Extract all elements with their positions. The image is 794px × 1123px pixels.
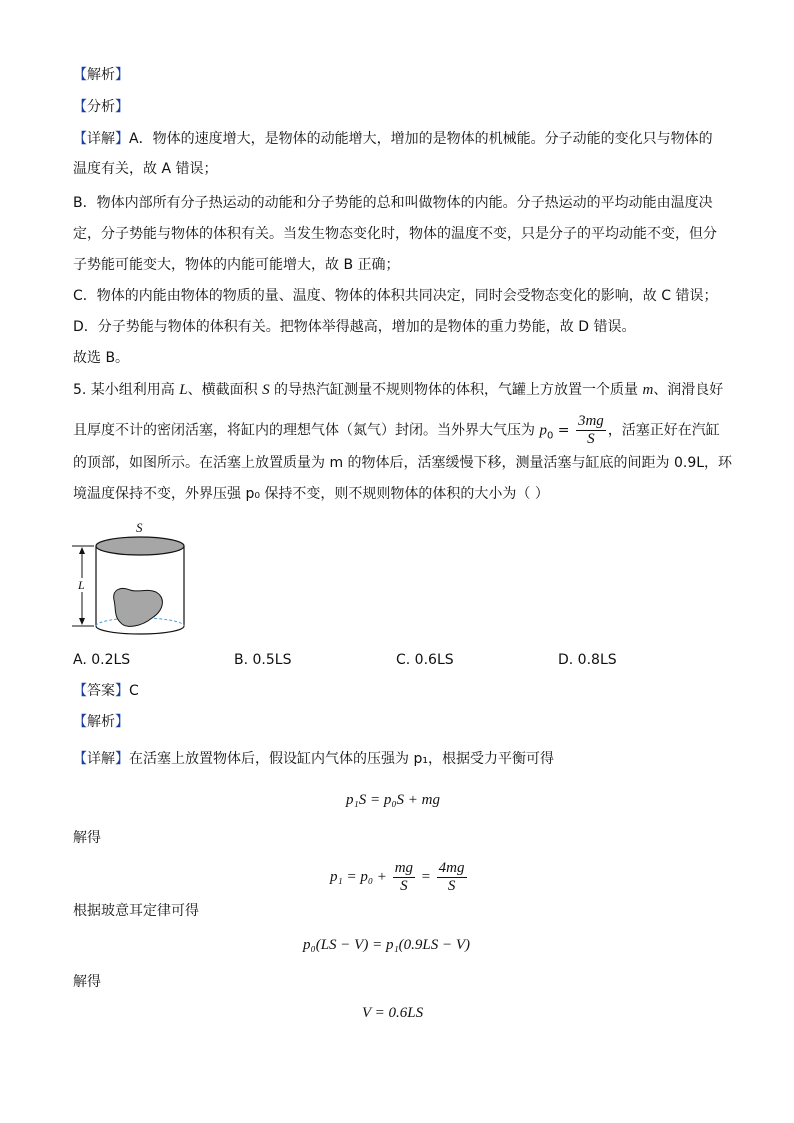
piston	[96, 537, 184, 555]
para-b-line3: 子势能可能变大，物体的内能可能增大，故 B 正确；	[73, 257, 400, 273]
equation-1: p₁S = p₀S + mg	[346, 792, 441, 808]
para-b-line1: B．物体内部所有分子热运动的动能和分子势能的总和叫做物体的内能。分子热运动的平均动能由温度决	[73, 195, 713, 211]
question5-line1: 5. 某小组利用高 L、横截面积 S 的导热汽缸测量不规则物体的体积，气罐上方放置一个质量 m、润滑良好	[73, 382, 724, 398]
arrow-up-icon	[79, 547, 85, 554]
jiede-1: 解得	[73, 830, 101, 846]
arrow-down-icon	[79, 618, 85, 625]
jiede-2: 解得	[73, 974, 101, 990]
section-daan: 【答案】C	[73, 683, 139, 699]
para-d: D．分子势能与物体的体积有关。把物体举得越高，增加的是物体的重力势能，故 D 错误。	[73, 319, 636, 335]
question5-line3: 的顶部，如图所示。在活塞上放置质量为 m 的物体后，活塞缓慢下移，测量活塞与缸底的间距为 0.9L，环	[73, 455, 733, 471]
option-b: B. 0.5LS	[234, 652, 292, 668]
para-a-line1: 【详解】A．物体的速度增大，是物体的动能增大，增加的是物体的机械能。分子动能的变化只与物体的	[73, 131, 713, 147]
figure-label-l: L	[78, 578, 85, 592]
section-fenxi: 【分析】	[73, 99, 129, 115]
figure-label-s: S	[136, 520, 143, 535]
para-c: C．物体的内能由物体的物质的量、温度、物体的体积共同决定，同时会受物态变化的影响，故 C 错误；	[73, 288, 718, 304]
para-a-line2: 温度有关，故 A 错误；	[73, 161, 218, 177]
irregular-object	[114, 588, 163, 626]
cylinder-figure	[68, 518, 198, 640]
cylinder-bottom-front	[96, 626, 184, 634]
question5-line2: 且厚度不计的密闭活塞，将缸内的理想气体（氮气）封闭。当外界大气压为 $p_0$ = $\frac{3mg}{S}$ ，活塞正好在汽缸	[73, 413, 720, 447]
answer-line: 故选 B。	[73, 350, 130, 366]
fraction-3mg-over-S: $\frac{3mg}{S}$	[577, 413, 604, 447]
equation-2: p₁ = p₀ + $\frac{mg}{S}$ = $\frac{4mg}{S}$	[330, 860, 465, 894]
section-jiexi-2: 【解析】	[73, 714, 129, 730]
xiangjie-line: 【详解】在活塞上放置物体后，假设缸内气体的压强为 p₁，根据受力平衡可得	[73, 751, 554, 767]
equation-3: p₀(LS − V) = p₁(0.9LS − V)	[303, 937, 471, 953]
option-d: D. 0.8LS	[558, 652, 617, 668]
option-a: A. 0.2LS	[73, 652, 131, 668]
boyle-law-line: 根据玻意耳定律可得	[73, 903, 199, 919]
option-c: C. 0.6LS	[396, 652, 454, 668]
question5-line4: 境温度保持不变，外界压强 p₀ 保持不变，则不规则物体的体积的大小为（ ）	[73, 486, 549, 502]
section-jiexi-1: 【解析】	[73, 67, 129, 83]
equation-4: V = 0.6LS	[362, 1005, 424, 1021]
para-b-line2: 定，分子势能与物体的体积有关。当发生物态变化时，物体的温度不变，只是分子的平均动能不变，但分	[73, 226, 717, 242]
